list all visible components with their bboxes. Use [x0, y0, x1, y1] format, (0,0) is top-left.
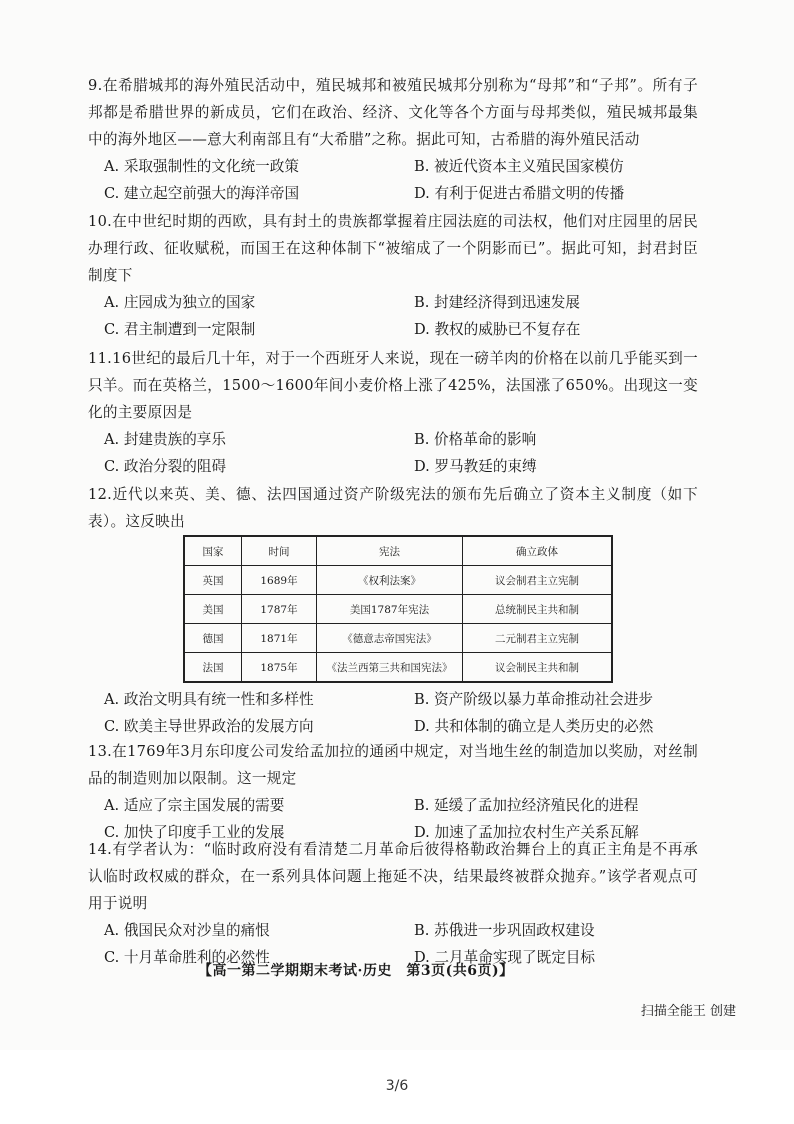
table-header-row — [184, 536, 612, 566]
table-cell: 美国1787年宪法 — [317, 595, 463, 624]
question-stem: 14.有学者认为：“临时政府没有看清楚二月革命后彼得格勒政治舞台上的真正主角是不再承认临时政权威的群众，在一系列具体问题上拖延不决，结果最终被群众抛弃。”该学者观点可用于说明 — [88, 841, 698, 912]
table-cell: 《法兰西第三共和国宪法》 — [317, 653, 463, 683]
table-cell: 美国 — [184, 595, 242, 624]
question-14 — [88, 836, 698, 971]
table-cell: 《德意志帝国宪法》 — [317, 624, 463, 653]
options — [88, 426, 698, 480]
option-a: A. 采取强制性的文化统一政策 — [104, 158, 299, 175]
option-a: A. 庄园成为独立的国家 — [104, 294, 256, 311]
table-row — [184, 624, 612, 653]
table-cell: 总统制民主共和制 — [463, 595, 613, 624]
options — [88, 153, 698, 207]
question-10 — [88, 208, 698, 343]
option-a: A. 适应了宗主国发展的需要 — [104, 797, 285, 814]
table-cell: 1689年 — [242, 566, 317, 595]
option-b: B. 封建经济得到迅速发展 — [414, 294, 580, 311]
table-header: 确立政体 — [463, 536, 613, 566]
table-cell: 英国 — [184, 566, 242, 595]
question-stem: 11.16世纪的最后几十年，对于一个西班牙人来说，现在一磅羊肉的价格在以前几乎能买到一只羊。而在英格兰，1500～1600年间小麦价格上涨了425%，法国涨了650%。出现这一变化的主要原因是 — [88, 350, 698, 421]
option-d: D. 二月革命实现了既定目标 — [414, 949, 595, 966]
table-cell: 二元制君主立宪制 — [463, 624, 613, 653]
question-stem: 10.在中世纪时期的西欧，具有封土的贵族都掌握着庄园法庭的司法权，他们对庄园里的居民办理行政、征收赋税，而国王在这种体制下“被缩成了一个阴影而已”。据此可知，封君封臣制度下 — [88, 213, 698, 284]
option-b: B. 苏俄进一步巩固政权建设 — [414, 922, 595, 939]
option-a: A. 封建贵族的享乐 — [104, 431, 226, 448]
question-stem: 12.近代以来英、美、德、法四国通过资产阶级宪法的颁布先后确立了资本主义制度（如下表）。这反映出 — [88, 486, 698, 530]
table-row — [184, 566, 612, 595]
option-a: A. 政治文明具有统一性和多样性 — [104, 691, 314, 708]
option-d: D. 罗马教廷的束缚 — [414, 458, 537, 475]
option-d: D. 共和体制的确立是人类历史的必然 — [414, 718, 654, 735]
table-cell: 1875年 — [242, 653, 317, 683]
question-13 — [88, 738, 698, 846]
question-stem: 9.在希腊城邦的海外殖民活动中，殖民城邦和被殖民城邦分别称为“母邦”和“子邦”。所有子邦都是希腊世界的新成员，它们在政治、经济、文化等各个方面与母邦类似，殖民城邦最集中的海外地区——意大利南部且有“大希腊”之称。据此可知，古希腊的海外殖民活动 — [88, 77, 698, 148]
option-c: C. 加快了印度手工业的发展 — [104, 824, 285, 841]
options — [88, 289, 698, 343]
option-c: C. 建立起空前强大的海洋帝国 — [104, 185, 300, 202]
option-d: D. 加速了孟加拉农村生产关系瓦解 — [414, 824, 639, 841]
table-cell: 1787年 — [242, 595, 317, 624]
table-cell: 德国 — [184, 624, 242, 653]
option-c: C. 十月革命胜利的必然性 — [104, 949, 270, 966]
scanner-brand: 扫描全能王 创建 — [640, 1004, 736, 1019]
option-b: B. 价格革命的影响 — [414, 431, 537, 448]
page-indicator: 3/6 — [385, 1078, 409, 1094]
option-c: C. 欧美主导世界政治的发展方向 — [104, 718, 314, 735]
question-11 — [88, 345, 698, 480]
constitution-table — [183, 535, 613, 683]
option-a: A. 俄国民众对沙皇的痛恨 — [104, 922, 270, 939]
option-d: D. 教权的威胁已不复存在 — [414, 321, 581, 338]
question-12 — [88, 481, 698, 535]
table-row — [184, 595, 612, 624]
option-b: B. 资产阶级以暴力革命推动社会进步 — [414, 691, 653, 708]
table-header: 时间 — [242, 536, 317, 566]
table-header: 国家 — [184, 536, 242, 566]
option-c: C. 君主制遭到一定限制 — [104, 321, 256, 338]
table-header: 宪法 — [317, 536, 463, 566]
table-cell: 《权利法案》 — [317, 566, 463, 595]
option-d: D. 有利于促进古希腊文明的传播 — [414, 185, 625, 202]
page-footer: 【高一第二学期期末考试·历史 第3页(共6页)】 — [198, 963, 514, 979]
table-cell: 议会制民主共和制 — [463, 653, 613, 683]
options — [88, 686, 698, 740]
table-cell: 1871年 — [242, 624, 317, 653]
table-cell: 法国 — [184, 653, 242, 683]
question-stem: 13.在1769年3月东印度公司发给孟加拉的通函中规定，对当地生丝的制造加以奖励，对丝制品的制造则加以限制。这一规定 — [88, 743, 698, 787]
question-12-options — [88, 686, 698, 740]
question-9 — [88, 72, 698, 207]
option-b: B. 延缓了孟加拉经济殖民化的进程 — [414, 797, 639, 814]
table-row — [184, 653, 612, 683]
table-cell: 议会制君主立宪制 — [463, 566, 613, 595]
option-b: B. 被近代资本主义殖民国家模仿 — [414, 158, 624, 175]
option-c: C. 政治分裂的阻碍 — [104, 458, 227, 475]
